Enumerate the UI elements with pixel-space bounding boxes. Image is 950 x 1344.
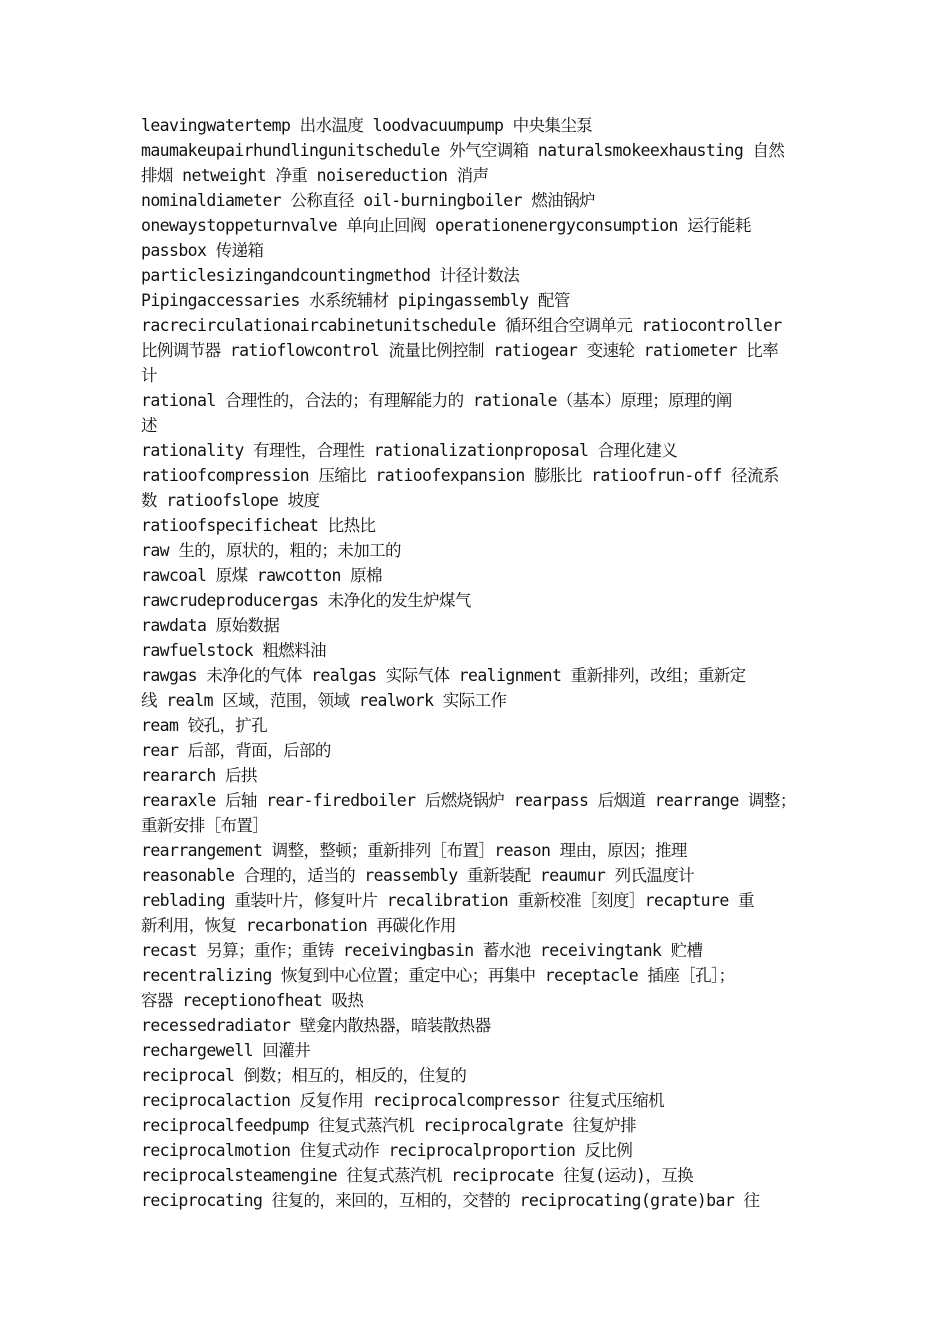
text-line: racrecirculationaircabinetunitschedule 循环组合空调单元 ratiocontroller [141,316,782,335]
text-line: maumakeupairhundlingunitschedule 外气空调箱 naturalsmokeexhausting 自然 [141,141,785,160]
text-line: 数 ratioofslope 坡度 [141,491,320,510]
text-line: recentralizing 恢复到中心位置；重定中心；再集中 receptacle 插座［孔］； [141,966,735,985]
text-line: rechargewell 回灌井 [141,1041,311,1060]
text-line: 线 realm 区域，范围，领域 realwork 实际工作 [141,691,507,710]
text-line: rearrangement 调整，整顿；重新排列［布置］reason 理由，原因；推理 [141,841,687,860]
text-line: onewaystoppeturnvalve 单向止回阀 operationenergyconsumption 运行能耗 [141,216,751,235]
text-line: ratioofcompression 压缩比 ratioofexpansion 膨胀比 ratioofrun-off 径流系 [141,466,779,485]
document-page [141,113,813,1213]
text-line: 计 [141,366,157,385]
text-line: reciprocalaction 反复作用 reciprocalcompressor 往复式压缩机 [141,1091,665,1110]
text-line: reciprocalmotion 住复式动作 reciprocalproportion 反比例 [141,1141,633,1160]
text-line: recast 另算；重作；重铸 receivingbasin 蓄水池 receivingtank 贮槽 [141,941,703,960]
text-line: particlesizingandcountingmethod 计径计数法 [141,266,520,285]
text-line: rawgas 未净化的气体 realgas 实际气体 realignment 重新排列，改组；重新定 [141,666,746,685]
text-line: reararch 后拱 [141,766,257,785]
text-line: reciprocalfeedpump 往复式蒸汽机 reciprocalgrate 往复炉排 [141,1116,637,1135]
text-line: rationality 有理性，合理性 rationalizationproposal 合理化建义 [141,441,678,460]
text-line: 新利用，恢复 recarbonation 再碳化作用 [141,916,456,935]
text-line: reblading 重装叶片，修复叶片 recalibration 重新校准［刻度］recapture 重 [141,891,754,910]
text-line: reasonable 合理的，适当的 reassembly 重新装配 reaumur 列氏温度计 [141,866,695,885]
text-line: reciprocal 倒数；相互的，相反的，住复的 [141,1066,467,1085]
text-line: raw 生的，原状的，粗的；未加工的 [141,541,401,560]
text-line: passbox 传递箱 [141,241,264,260]
text-line: reciprocalsteamengine 往复式蒸汽机 reciprocate 往复(运动)，互换 [141,1166,694,1185]
text-line: reciprocating 往复的，来回的，互相的，交替的 reciprocating(grate)bar 往 [141,1191,760,1210]
text-line: rawcrudeproducergas 未净化的发生炉煤气 [141,591,471,610]
text-line: 述 [141,416,157,435]
text-line: rawfuelstock 粗燃料油 [141,641,326,660]
text-line: recessedradiator 壁龛内散热器，暗装散热器 [141,1016,491,1035]
text-line: 重新安排［布置］ [141,816,269,835]
text-line: ream 铰孔，扩孔 [141,716,268,735]
text-line: ratioofspecificheat 比热比 [141,516,376,535]
text-line: rational 合理性的，合法的；有理解能力的 rationale（基本）原理；原理的阐 [141,391,732,410]
text-line: 排烟 netweight 净重 noisereduction 消声 [141,166,489,185]
text-line: rawcoal 原煤 rawcotton 原棉 [141,566,382,585]
text-line: leavingwatertemp 出水温度 loodvacuumpump 中央集尘泵 [141,116,593,135]
text-line: rearaxle 后轴 rear-firedboiler 后燃烧锅炉 rearpass 后烟道 rearrange 调整； [141,791,796,810]
text-line: rawdata 原始数据 [141,616,280,635]
text-line: Pipingaccessaries 水系统辅材 pipingassembly 配管 [141,291,570,310]
text-line: rear 后部，背面，后部的 [141,741,331,760]
text-line: 比例调节器 ratioflowcontrol 流量比例控制 ratiogear 变速轮 ratiometer 比率 [141,341,779,360]
text-line: 容器 receptionofheat 吸热 [141,991,364,1010]
text-line: nominaldiameter 公称直径 oil-burningboiler 燃油锅炉 [141,191,595,210]
